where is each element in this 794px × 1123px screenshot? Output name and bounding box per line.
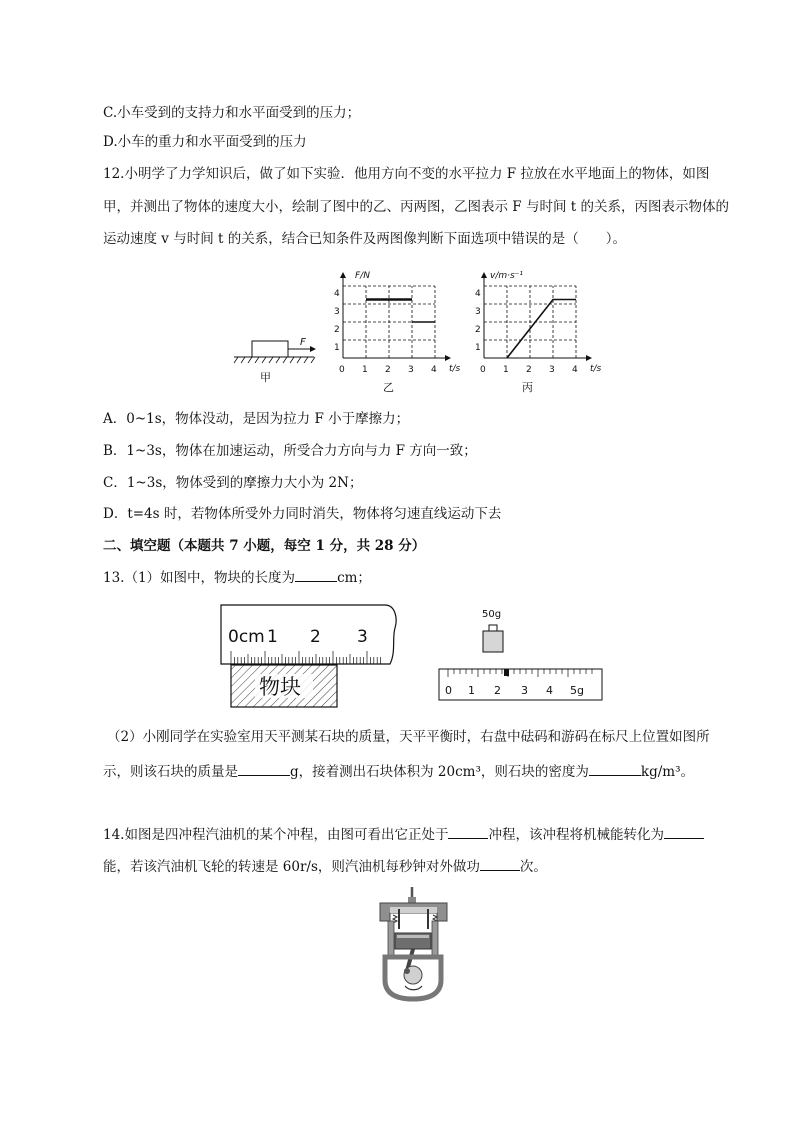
scale-label-1: 1 <box>468 684 475 697</box>
x-tick-4: 4 <box>572 365 578 375</box>
weight-knob <box>489 625 497 631</box>
x-axis-label: t/s <box>590 364 602 374</box>
y-axis-arrow <box>340 272 346 278</box>
y-tick-4: 4 <box>475 289 481 299</box>
figure-caption-yi: 乙 <box>383 381 394 394</box>
x-tick-2: 2 <box>385 365 391 375</box>
answer-blank[interactable] <box>664 825 704 839</box>
y-axis-label: v/m·s⁻¹ <box>490 271 524 281</box>
scale-label-0: 0 <box>445 684 452 697</box>
x-tick-1: 1 <box>503 365 509 375</box>
cylinder-right-wall <box>432 921 438 959</box>
y-tick-4: 4 <box>334 289 340 299</box>
ground-hatch <box>234 357 315 363</box>
q14-text-a: 14.如图是四冲程汽油机的某个冲程，由图可看出它正处于 <box>103 827 449 843</box>
q12-stem-line1: 12.小明学了力学知识后，做了如下实验．他用方向不变的水平拉力 F 拉放在水平地面上的物体，如图 <box>103 166 710 182</box>
y-axis-label: F/N <box>355 271 370 281</box>
engine-head-shade <box>390 907 437 913</box>
answer-blank[interactable] <box>448 825 488 839</box>
q14-text-c: 能，若该汽油机飞轮的转速是 60r/s，则汽油机每秒钟对外做功 <box>103 859 480 875</box>
y-tick-2: 2 <box>475 325 481 335</box>
q13-part2-text-a: 示，则该石块的质量是 <box>103 764 238 780</box>
q14-text-b: 冲程，该冲程将机械能转化为 <box>488 827 664 843</box>
scale-label-4: 4 <box>546 684 553 697</box>
ruler-label-0cm: 0cm <box>228 627 265 647</box>
answer-blank[interactable] <box>295 568 337 582</box>
rider <box>504 669 509 676</box>
x-axis-label: t/s <box>449 364 461 374</box>
x-tick-0: 0 <box>480 365 486 375</box>
block-label: 物块 <box>259 675 301 699</box>
weight-label: 50g <box>482 609 502 620</box>
x-axis-arrow <box>586 355 592 361</box>
q12-option-c: C．1~3s，物体受到的摩擦力大小为 2N； <box>103 475 363 491</box>
ruler-label-2: 2 <box>310 627 321 647</box>
answer-blank[interactable] <box>480 857 520 871</box>
ruler-label-1: 1 <box>267 627 278 647</box>
scale-label-3: 3 <box>521 684 528 697</box>
figure-engine <box>375 885 465 1003</box>
answer-blank[interactable] <box>238 762 290 776</box>
force-label: F <box>300 337 306 348</box>
q13-part1 <box>103 568 371 587</box>
ruler-label-3: 3 <box>357 627 368 647</box>
figure-yi-chart <box>325 268 475 396</box>
cylinder-left-wall <box>388 921 394 959</box>
q13-part2-line1: （2）小刚同学在实验室用天平测某石块的质量，天平平衡时，右盘中砝码和游码在标尺上位置如图所 <box>107 729 710 745</box>
scale-label-5g: 5g <box>570 684 584 697</box>
weight-body <box>483 631 503 652</box>
x-tick-0: 0 <box>339 365 345 375</box>
q13-part1-text: 13.（1）如图中，物块的长度为 <box>103 570 296 586</box>
q13-part2-text-c: kg/m³。 <box>640 764 694 780</box>
x-tick-3: 3 <box>408 365 414 375</box>
q14-text-d: 次。 <box>519 859 547 875</box>
q14-line1 <box>103 825 704 844</box>
x-axis-arrow <box>445 355 451 361</box>
block <box>252 341 288 357</box>
q12-stem-line3: 运动速度 v 与时间 t 的关系，结合已知条件及两图像判断下面选项中错误的是（ ）。 <box>103 231 626 247</box>
y-tick-3: 3 <box>334 307 340 317</box>
y-tick-3: 3 <box>475 307 481 317</box>
q12-option-d: D．t=4s 时，若物体所受外力同时消失，物体将匀速直线运动下去 <box>103 506 502 522</box>
scale-label-2: 2 <box>494 684 501 697</box>
q11-option-c: C.小车受到的支持力和水平面受到的压力； <box>103 105 361 121</box>
figure-ruler-block <box>220 604 402 710</box>
x-tick-3: 3 <box>549 365 555 375</box>
figure-caption-jia: 甲 <box>260 371 271 384</box>
figure-jia <box>230 335 320 395</box>
x-tick-4: 4 <box>431 365 437 375</box>
rotation-arrow <box>405 986 422 990</box>
q13-part2-text-b: g，接着测出石块体积为 20cm³，则石块的密度为 <box>290 764 589 780</box>
q13-part2-line2 <box>103 762 694 781</box>
q11-option-d: D.小车的重力和水平面受到的压力 <box>103 134 307 150</box>
figure-bing-chart <box>466 268 616 396</box>
figure-balance-scale <box>436 604 606 704</box>
y-tick-1: 1 <box>334 343 340 353</box>
force-arrowhead <box>310 346 316 352</box>
q12-option-b: B．1~3s，物体在加速运动，所受合力方向与力 F 方向一致； <box>103 443 477 459</box>
answer-blank[interactable] <box>589 762 641 776</box>
y-axis-arrow <box>481 272 487 278</box>
q12-option-a: A．0~1s，物体没动，是因为拉力 F 小于摩擦力； <box>103 411 410 427</box>
q13-part1-unit: cm； <box>337 570 371 586</box>
x-tick-1: 1 <box>362 365 368 375</box>
y-tick-1: 1 <box>475 343 481 353</box>
q14-line2 <box>103 857 547 876</box>
figure-caption-bing: 丙 <box>522 381 533 394</box>
section-heading-fill-blank: 二、填空题（本题共 7 小题，每空 1 分，共 28 分） <box>103 538 426 554</box>
q12-stem-line2: 甲，并测出了物体的速度大小，绘制了图中的乙、丙两图，乙图表示 F 与时间 t 的关系，丙图表示物体的 <box>103 199 729 215</box>
velocity-line <box>507 300 576 359</box>
y-tick-2: 2 <box>334 325 340 335</box>
x-tick-2: 2 <box>526 365 532 375</box>
